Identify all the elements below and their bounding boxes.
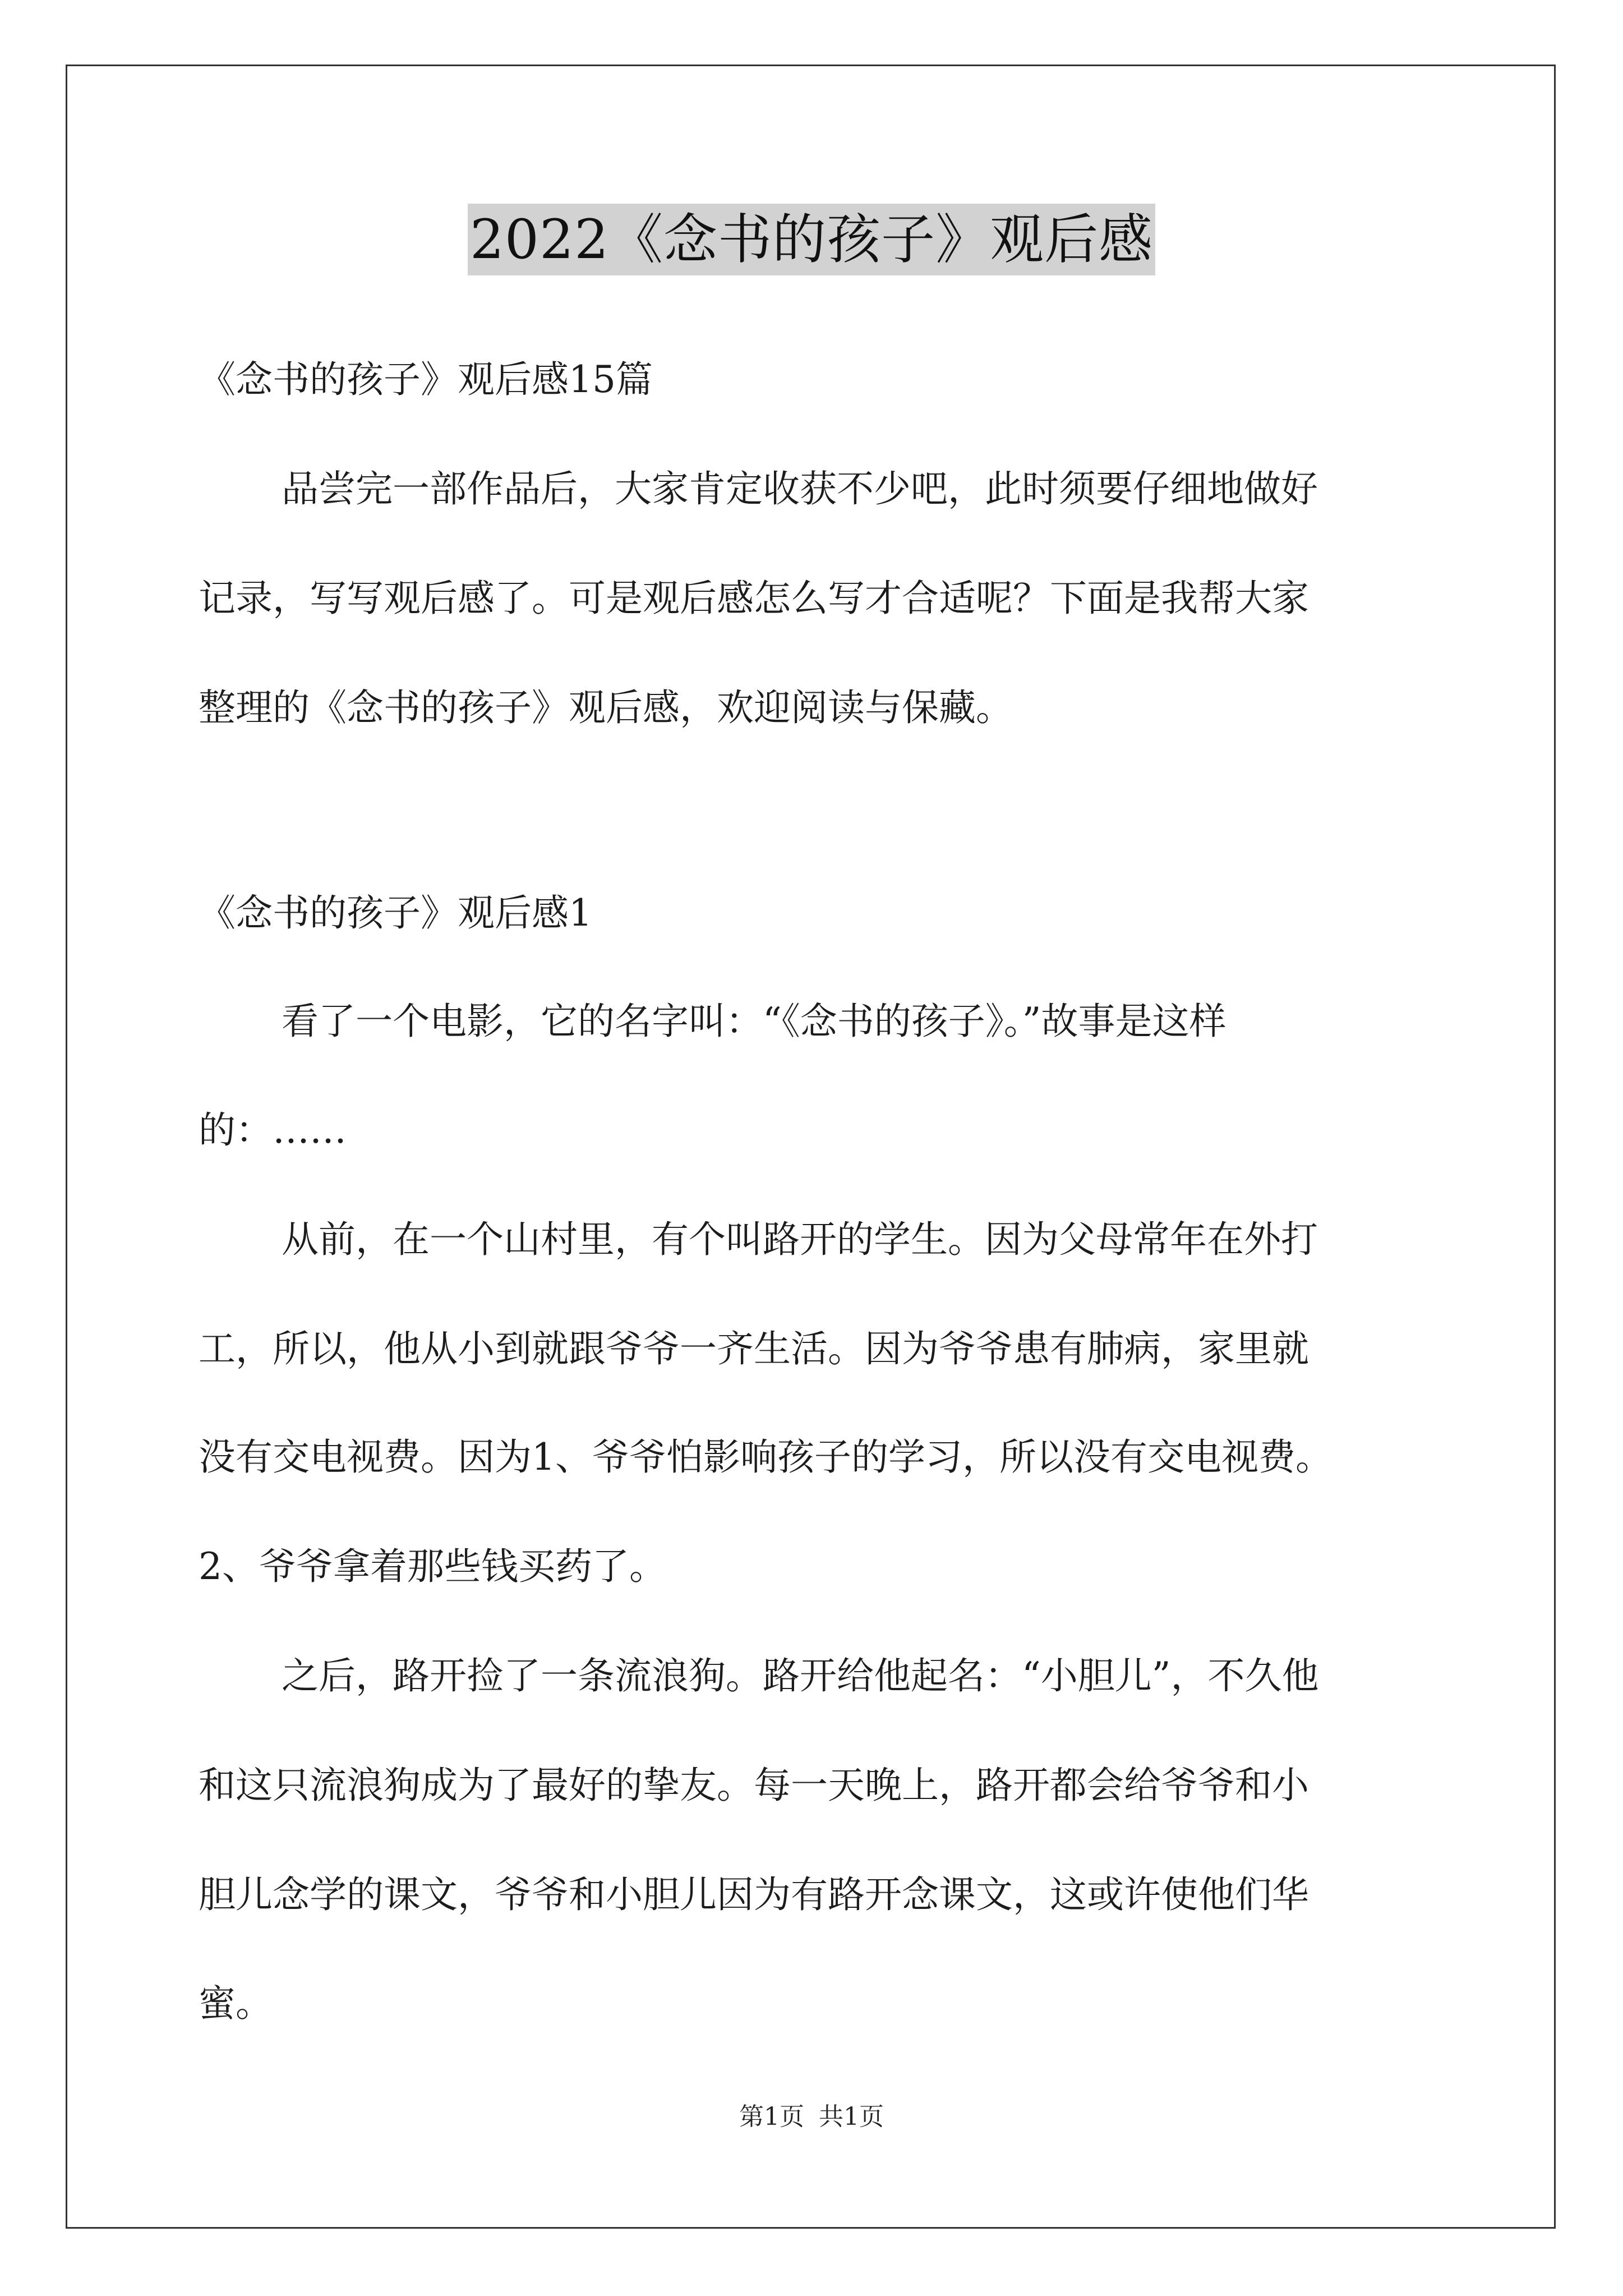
para1-line-1: 看了一个电影，它的名字叫：“《念书的孩子》。”故事是这样 bbox=[282, 1000, 1227, 1043]
page-total: 共1页 bbox=[819, 2102, 884, 2131]
page-number: 第1页 bbox=[739, 2102, 804, 2131]
para3-line-4: 蜜。 bbox=[199, 1982, 273, 2025]
para2-line-4: 2、爷爷拿着那些钱买药了。 bbox=[199, 1545, 666, 1588]
para1-line-2: 的：…… bbox=[199, 1108, 347, 1152]
para3-line-3: 胆儿念学的课文，爷爷和小胆儿因为有路开念课文，这或许使他们华 bbox=[199, 1873, 1309, 1916]
title-container bbox=[0, 204, 1623, 275]
para3-line-1: 之后，路开捡了一条流浪狗。路开给他起名：“小胆儿”，不久他 bbox=[282, 1654, 1319, 1697]
page-title: 2022《念书的孩子》观后感 bbox=[468, 204, 1155, 275]
para2-line-2: 工，所以，他从小到就跟爷爷一齐生活。因为爷爷患有肺病，家里就 bbox=[199, 1327, 1309, 1370]
intro-line-2: 记录，写写观后感了。可是观后感怎么写才合适呢？下面是我帮大家 bbox=[199, 577, 1309, 620]
page-footer bbox=[0, 2100, 1623, 2134]
para3-line-2: 和这只流浪狗成为了最好的挚友。每一天晚上，路开都会给爷爷和小 bbox=[199, 1764, 1309, 1807]
section-heading: 《念书的孩子》观后感1 bbox=[199, 891, 592, 935]
subtitle: 《念书的孩子》观后感15篇 bbox=[199, 358, 653, 401]
para2-line-1: 从前，在一个山村里，有个叫路开的学生。因为父母常年在外打 bbox=[282, 1218, 1318, 1261]
intro-line-1: 品尝完一部作品后，大家肯定收获不少吧，此时须要仔细地做好 bbox=[282, 467, 1318, 510]
para2-line-3: 没有交电视费。因为1、爷爷怕影响孩子的学习，所以没有交电视费。 bbox=[199, 1435, 1332, 1479]
intro-line-3: 整理的《念书的孩子》观后感，欢迎阅读与保藏。 bbox=[199, 686, 1013, 729]
